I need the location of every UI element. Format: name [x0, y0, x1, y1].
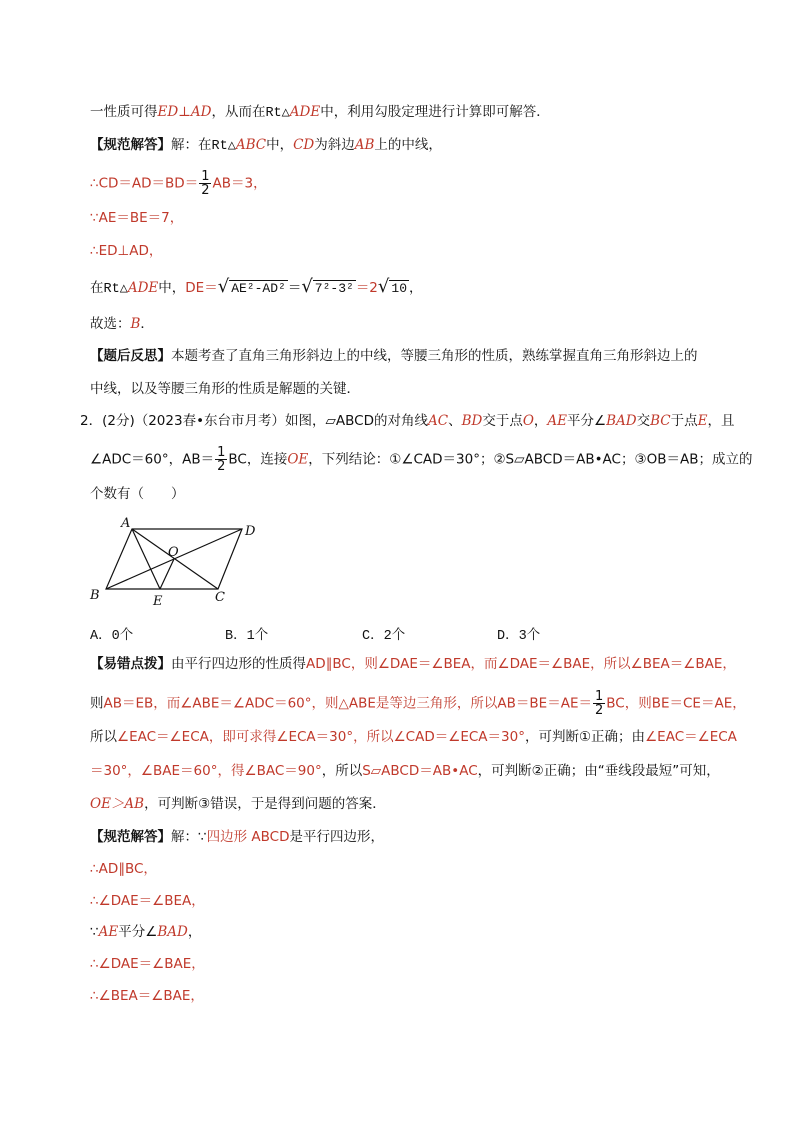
label-c: C [215, 590, 225, 605]
q1-line-1: 一性质可得ED⊥AD，从而在Rt△ADE中，利用勾股定理进行计算即可解答． [90, 104, 550, 121]
q2-solution-line-5: ∴∠DAE＝∠BAE， [90, 956, 205, 972]
q2-stem-line-3: 个数有（ ） [90, 486, 185, 502]
q2-solution-line-2: ∴AD∥BC， [90, 861, 157, 877]
solution-tag: 【规范解答】 [90, 829, 171, 845]
q2-stem-line-1: 2．(2分)（2023春•东台市月考）如图，▱ABCD的对角线AC、BD交于点O，AE平分∠BAD交BC于点E，且 [80, 413, 735, 429]
q1-line-4: ∵AE＝BE＝7， [90, 210, 184, 226]
fraction-half: $\frac{1}{2}$ [217, 445, 226, 474]
fraction-half: $\frac{1}{2}$ [594, 689, 604, 718]
sqrt-expression-1: AE²-AD² [231, 281, 286, 296]
segment-oe [160, 559, 174, 589]
error-tag: 【易错点拨】 [90, 656, 171, 672]
option-a[interactable]: A．0个 [90, 629, 134, 644]
label-a: A [121, 516, 131, 531]
sqrt-expression-3: 10 [391, 281, 407, 296]
solution-tag: 【规范解答】 [90, 137, 171, 153]
reflection-tag: 【题后反思】 [90, 348, 171, 364]
q2-solution-line-1: 【规范解答】解：∵四边形 ABCD是平行四边形， [90, 829, 384, 845]
q1-line-6: 在Rt△ADE中，DE＝√ AE²-AD² ＝√ 7²-3² ＝2√ 10 ， [90, 276, 423, 297]
segment-ae [132, 529, 160, 589]
option-b[interactable]: B．1个 [225, 629, 269, 644]
q1-answer-line: 故选：B． [90, 316, 154, 332]
q1-reflection-line-1: 【题后反思】本题考查了直角三角形斜边上的中线，等腰三角形的性质，熟练掌握直角三角形斜边上的 [90, 348, 698, 364]
q2-solution-line-6: ∴∠BEA＝∠BAE， [90, 988, 204, 1004]
fraction-half: $\frac{1}{2}$ [201, 169, 210, 198]
label-b: B [90, 588, 100, 603]
option-d[interactable]: D．3个 [497, 629, 541, 644]
parallelogram-figure [88, 512, 268, 612]
q2-solution-line-3: ∴∠DAE＝∠BEA， [90, 893, 205, 909]
label-o: O [168, 545, 179, 560]
q1-line-5: ∴ED⊥AD， [90, 243, 163, 259]
q1-reflection-line-2: 中线，以及等腰三角形的性质是解题的关键． [90, 381, 360, 397]
q1-solution-line: 【规范解答】解：在Rt△ABC中，CD为斜边AB上的中线， [90, 137, 442, 154]
q1-line-3: ∴CD＝AD＝BD＝ $\frac{1}{2}$ AB＝3， [90, 169, 267, 198]
q2-solution-line-4: ∵AE平分∠BAD， [90, 924, 202, 940]
label-d: D [245, 524, 256, 539]
q2-error-line-1: 【易错点拨】由平行四边形的性质得AD∥BC，则∠DAE＝∠BEA，而∠DAE＝∠BAE，所以∠BEA＝∠BAE， [90, 656, 736, 672]
q2-error-line-3: 所以∠EAC＝∠ECA，即可求得∠ECA＝30°，所以∠CAD＝∠ECA＝30°，可判断①正确；由∠EAC＝∠ECA [90, 729, 737, 745]
sqrt-expression-2: 7²-3² [314, 281, 354, 296]
q2-error-line-2: 则AB＝EB，而∠ABE＝∠ADC＝60°，则△ABE是等边三角形，所以AB＝BE＝AE＝ $\frac{1}{2}$ BC，则BE＝CE＝AE， [90, 689, 746, 718]
q2-error-line-4: ＝30°，∠BAE＝60°，得∠BAC＝90°，所以S▱ABCD＝AB•AC，可判断②正确；由“垂线段最短”可知， [90, 763, 720, 779]
label-e: E [153, 594, 163, 609]
q2-error-line-5: OE＞AB，可判断③错误，于是得到问题的答案． [90, 796, 386, 812]
q2-stem-line-2: ∠ADC＝60°，AB＝ $\frac{1}{2}$ BC，连接OE，下列结论：①∠CAD＝30°；②S▱ABCD＝AB•AC；③OB＝AB；成立的 [90, 445, 753, 474]
option-c[interactable]: C．2个 [362, 629, 406, 644]
